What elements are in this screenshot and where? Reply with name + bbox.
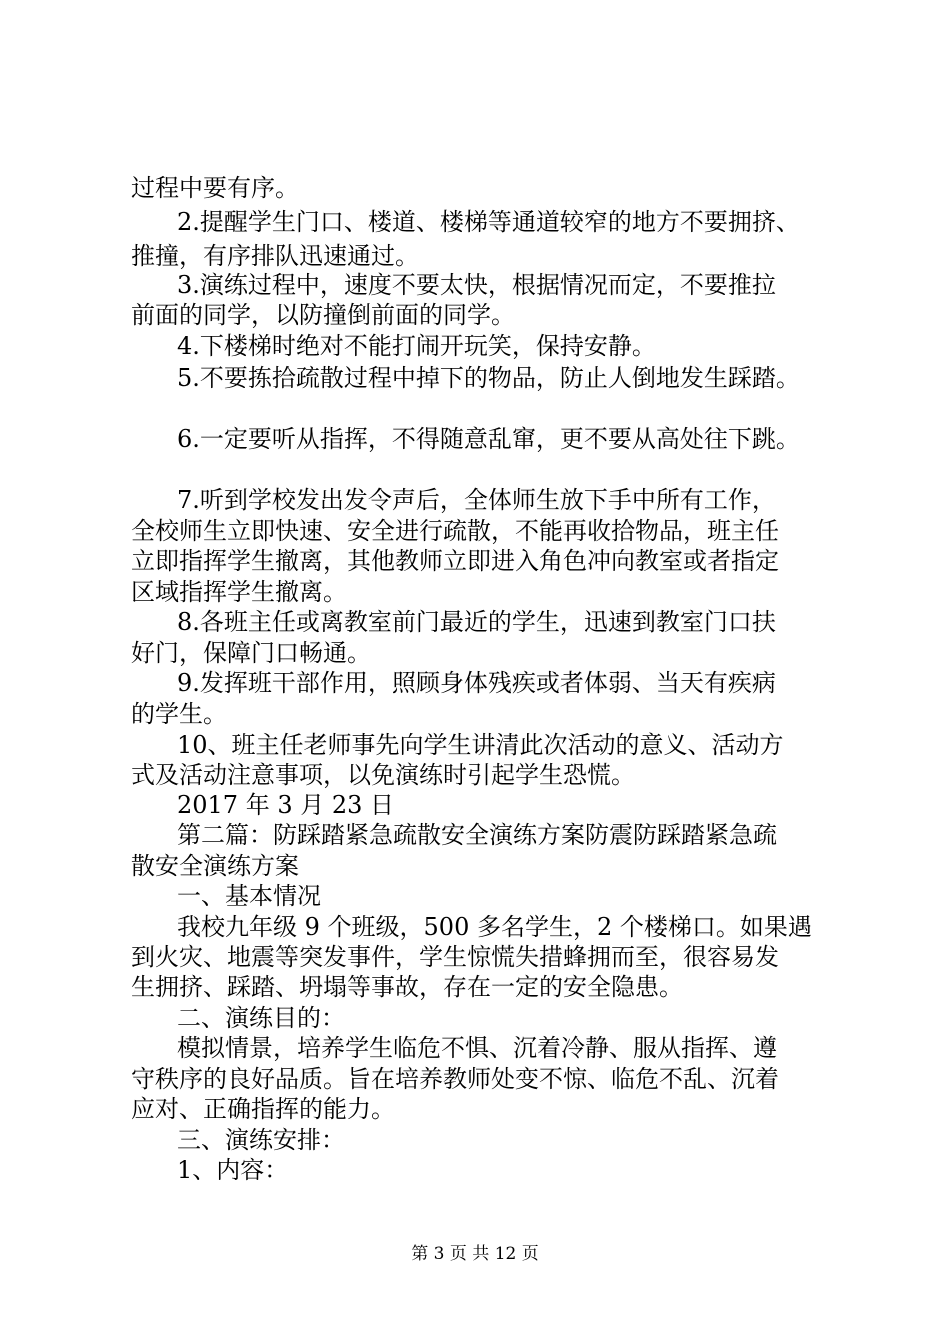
text-line: 区域指挥学生撤离。	[131, 578, 347, 606]
text-line: 2.提醒学生门口、楼道、楼梯等通道较窄的地方不要拥挤、	[177, 208, 800, 236]
text-line: 推撞，有序排队迅速通过。	[131, 242, 419, 270]
text-line: 我校九年级 9 个班级，500 多名学生，2 个楼梯口。如果遇	[177, 913, 812, 941]
text-line: 过程中要有序。	[131, 174, 299, 202]
text-line: 3.演练过程中，速度不要太快，根据情况而定，不要推拉	[177, 271, 776, 299]
text-line: 4.下楼梯时绝对不能打闹开玩笑，保持安静。	[177, 332, 656, 360]
page-footer: 第 3 页 共 12 页	[411, 1244, 539, 1264]
text-line: 好门，保障门口畅通。	[131, 639, 371, 667]
text-line: 模拟情景，培养学生临危不惧、沉着冷静、服从指挥、遵	[177, 1034, 777, 1062]
text-line: 8.各班主任或离教室前门最近的学生，迅速到教室门口扶	[177, 608, 776, 636]
subheading: 1、内容：	[177, 1156, 289, 1184]
subheading: 二、演练目的：	[177, 1004, 345, 1032]
section-heading: 散安全演练方案	[131, 852, 299, 880]
text-line: 6.一定要听从指挥，不得随意乱窜，更不要从高处往下跳。	[177, 425, 800, 453]
text-line: 10、班主任老师事先向学生讲清此次活动的意义、活动方	[177, 731, 784, 759]
text-line: 7.听到学校发出发令声后，全体师生放下手中所有工作，	[177, 486, 776, 514]
subheading: 一、基本情况	[177, 882, 321, 910]
text-line: 守秩序的良好品质。旨在培养教师处变不惊、临危不乱、沉着	[131, 1065, 779, 1093]
text-line: 5.不要拣拾疏散过程中掉下的物品，防止人倒地发生踩踏。	[177, 364, 800, 392]
section-heading: 第二篇：防踩踏紧急疏散安全演练方案防震防踩踏紧急疏	[177, 821, 777, 849]
text-line: 应对、正确指挥的能力。	[131, 1095, 395, 1123]
text-line: 全校师生立即快速、安全进行疏散，不能再收拾物品，班主任	[131, 517, 779, 545]
text-line: 式及活动注意事项，以免演练时引起学生恐慌。	[131, 761, 635, 789]
subheading: 三、演练安排：	[177, 1126, 345, 1154]
text-line: 立即指挥学生撤离，其他教师立即进入角色冲向教室或者指定	[131, 547, 779, 575]
text-line: 到火灾、地震等突发事件，学生惊慌失措蜂拥而至，很容易发	[131, 943, 779, 971]
text-line: 9.发挥班干部作用，照顾身体残疾或者体弱、当天有疾病	[177, 669, 776, 697]
text-line: 的学生。	[131, 700, 227, 728]
text-line: 前面的同学，以防撞倒前面的同学。	[131, 301, 515, 329]
date-line: 2017 年 3 月 23 日	[177, 791, 395, 819]
text-line: 生拥挤、踩踏、坍塌等事故，存在一定的安全隐患。	[131, 973, 683, 1001]
